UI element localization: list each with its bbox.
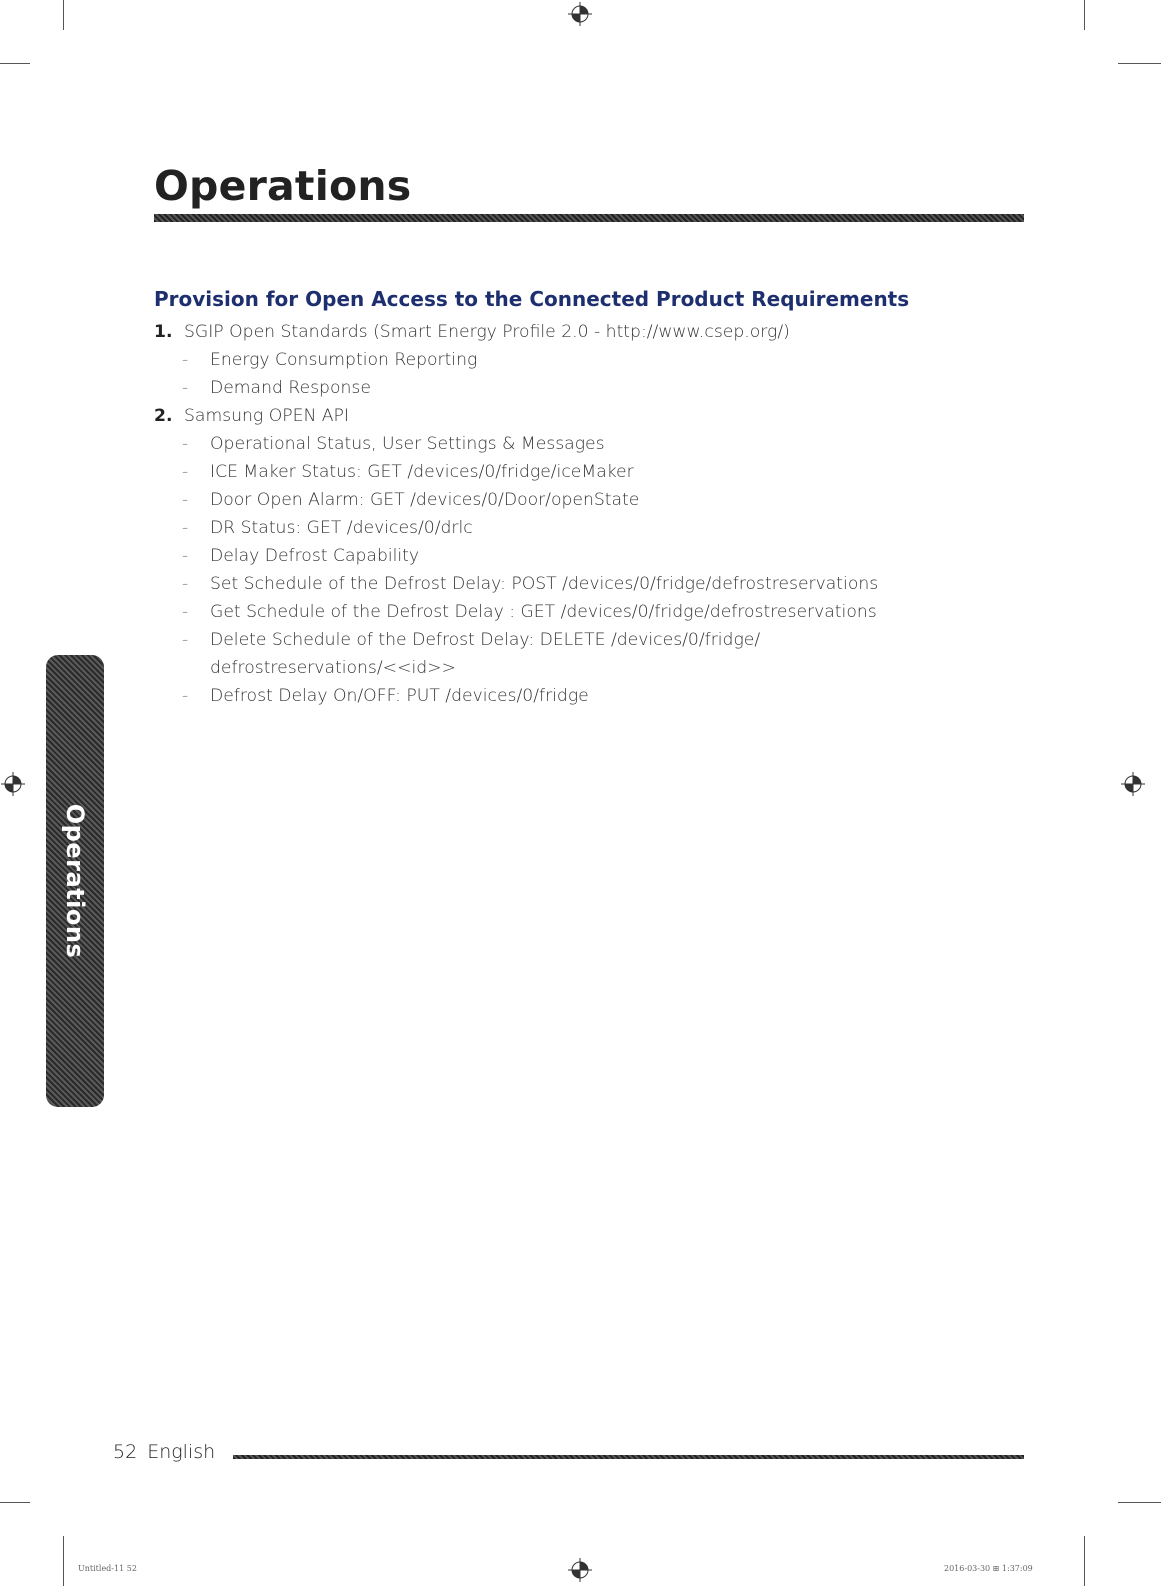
dash-bullet: - [182, 630, 189, 650]
print-slug-left: Untitled-11 52 [78, 1564, 137, 1573]
sub-item-text: Energy Consumption Reporting [210, 350, 478, 370]
dash-bullet: - [182, 378, 189, 398]
dash-bullet: - [182, 546, 189, 566]
dash-bullet: - [182, 518, 189, 538]
page-number: 52 [113, 1441, 138, 1463]
sub-item-continuation: defrostreservations/<<id>> [210, 658, 456, 678]
sub-item-text: Delete Schedule of the Defrost Delay: DELETE /devices/0/fridge/ [210, 630, 761, 650]
sub-list-item [154, 346, 1014, 374]
sub-item-text: DR Status: GET /devices/0/drlc [210, 518, 473, 538]
sub-list-item [154, 514, 1014, 542]
crop-mark [1118, 1502, 1161, 1503]
item-number: 2. [154, 406, 173, 426]
registration-mark-icon [1121, 772, 1145, 796]
page-title: Operations [154, 162, 412, 210]
sub-item-text: Delay Defrost Capability [210, 546, 420, 566]
item-number: 1. [154, 322, 173, 342]
sub-list-item [154, 570, 1014, 598]
sub-item-text: ICE Maker Status: GET /devices/0/fridge/iceMaker [210, 462, 634, 482]
sub-item-text: Set Schedule of the Defrost Delay: POST /devices/0/fridge/defrostreservations [210, 574, 879, 594]
requirements-list [154, 318, 1014, 710]
title-rule [154, 214, 1024, 222]
registration-mark-icon [568, 1558, 592, 1582]
sub-item-text: Defrost Delay On/OFF: PUT /devices/0/fridge [210, 686, 589, 706]
side-tab-label: Operations [61, 803, 89, 959]
print-slug-right: 2016-03-30 ⊞ 1:37:09 [944, 1564, 1033, 1573]
registration-mark-icon [568, 2, 592, 26]
sub-list-item [154, 682, 1014, 710]
footer-language: English [147, 1441, 216, 1463]
dash-bullet: - [182, 350, 189, 370]
sub-item-text: Operational Status, User Settings & Messages [210, 434, 605, 454]
sub-list-item [154, 486, 1014, 514]
crop-mark [63, 1536, 64, 1586]
footer-rule [233, 1455, 1024, 1459]
sub-list-item [154, 626, 1014, 682]
crop-mark [1084, 0, 1085, 30]
item-text: SGIP Open Standards (Smart Energy Profile 2.0 - http://www.csep.org/) [184, 322, 790, 342]
sub-item-text: Get Schedule of the Defrost Delay : GET /devices/0/fridge/defrostreservations [210, 602, 877, 622]
footer-page-label [113, 1441, 215, 1463]
dash-bullet: - [182, 602, 189, 622]
sub-list-item [154, 542, 1014, 570]
registration-mark-icon [1, 772, 25, 796]
sub-list-item [154, 598, 1014, 626]
dash-bullet: - [182, 686, 189, 706]
dash-bullet: - [182, 462, 189, 482]
sub-list-item [154, 374, 1014, 402]
sub-list-item [154, 430, 1014, 458]
crop-mark [0, 63, 30, 64]
crop-mark [1084, 1536, 1085, 1586]
crop-mark [0, 1502, 30, 1503]
sub-list-item [154, 458, 1014, 486]
crop-mark [1118, 63, 1161, 64]
dash-bullet: - [182, 574, 189, 594]
sub-item-text: Demand Response [210, 378, 371, 398]
item-text: Samsung OPEN API [184, 406, 349, 426]
list-item [154, 318, 1014, 346]
dash-bullet: - [182, 490, 189, 510]
section-heading: Provision for Open Access to the Connected Product Requirements [154, 287, 910, 311]
sub-item-text: Door Open Alarm: GET /devices/0/Door/openState [210, 490, 640, 510]
list-item [154, 402, 1014, 430]
crop-mark [63, 0, 64, 30]
dash-bullet: - [182, 434, 189, 454]
